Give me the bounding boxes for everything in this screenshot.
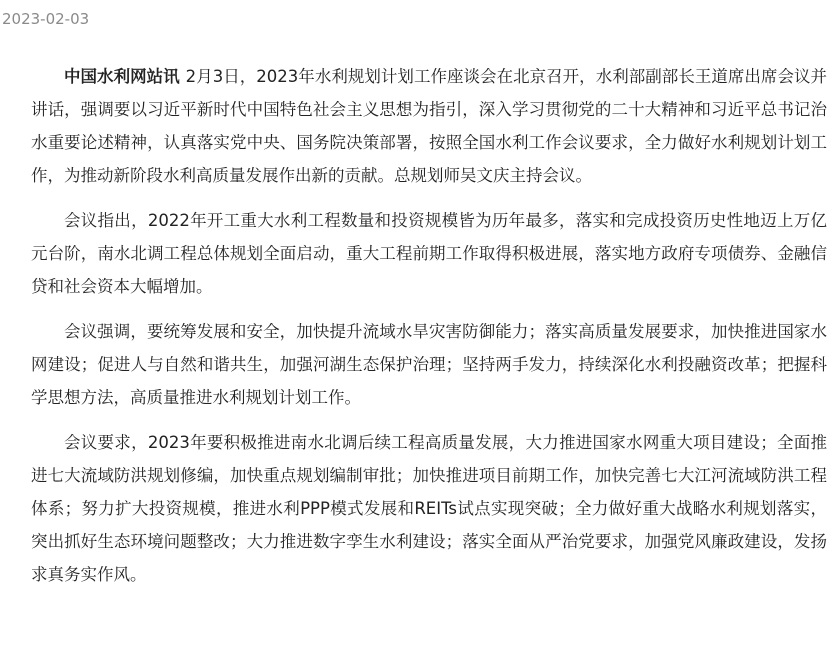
- publish-date: 2023-02-03: [2, 10, 90, 28]
- article-paragraph: [31, 315, 827, 414]
- paragraph-text: 2月3日，2023年水利规划计划工作座谈会在北京召开，水利部副部长王道席出席会议并讲话，强调要以习近平新时代中国特色社会主义思想为指引，深入学习贯彻党的二十大精神和习近平总书记治水重要论述精神，认真落实党中央、国务院决策部署，按照全国水利工作会议要求，全力做好水利规划计划工作，为推动新阶段水利高质量发展作出新的贡献。总规划师吴文庆主持会议。: [31, 67, 827, 185]
- paragraph-text: 会议指出，2022年开工重大水利工程数量和投资规模皆为历年最多，落实和完成投资历史性地迈上万亿元台阶，南水北调工程总体规划全面启动，重大工程前期工作取得积极进展，落实地方政府专项债券、金融信贷和社会资本大幅增加。: [31, 211, 827, 296]
- paragraph-text: 会议强调，要统筹发展和安全，加快提升流域水旱灾害防御能力；落实高质量发展要求，加快推进国家水网建设；促进人与自然和谐共生，加强河湖生态保护治理；坚持两手发力，持续深化水利投融资改革；把握科学思想方法，高质量推进水利规划计划工作。: [31, 322, 827, 407]
- news-source: 中国水利网站讯: [64, 67, 180, 86]
- article-paragraph: [31, 204, 827, 303]
- article-paragraph: [31, 426, 827, 591]
- paragraph-text: 会议要求，2023年要积极推进南水北调后续工程高质量发展，大力推进国家水网重大项目建设；全面推进七大流域防洪规划修编，加快重点规划编制审批；加快推进项目前期工作，加快完善七大江河流域防洪工程体系；努力扩大投资规模，推进水利PPP模式发展和REITs试点实现突破；全力做好重大战略水利规划落实，突出抓好生态环境问题整改；大力推进数字孪生水利建设；落实全面从严治党要求，加强党风廉政建设，发扬求真务实作风。: [31, 433, 827, 584]
- article-paragraph: [31, 60, 827, 192]
- article-body: [31, 60, 827, 603]
